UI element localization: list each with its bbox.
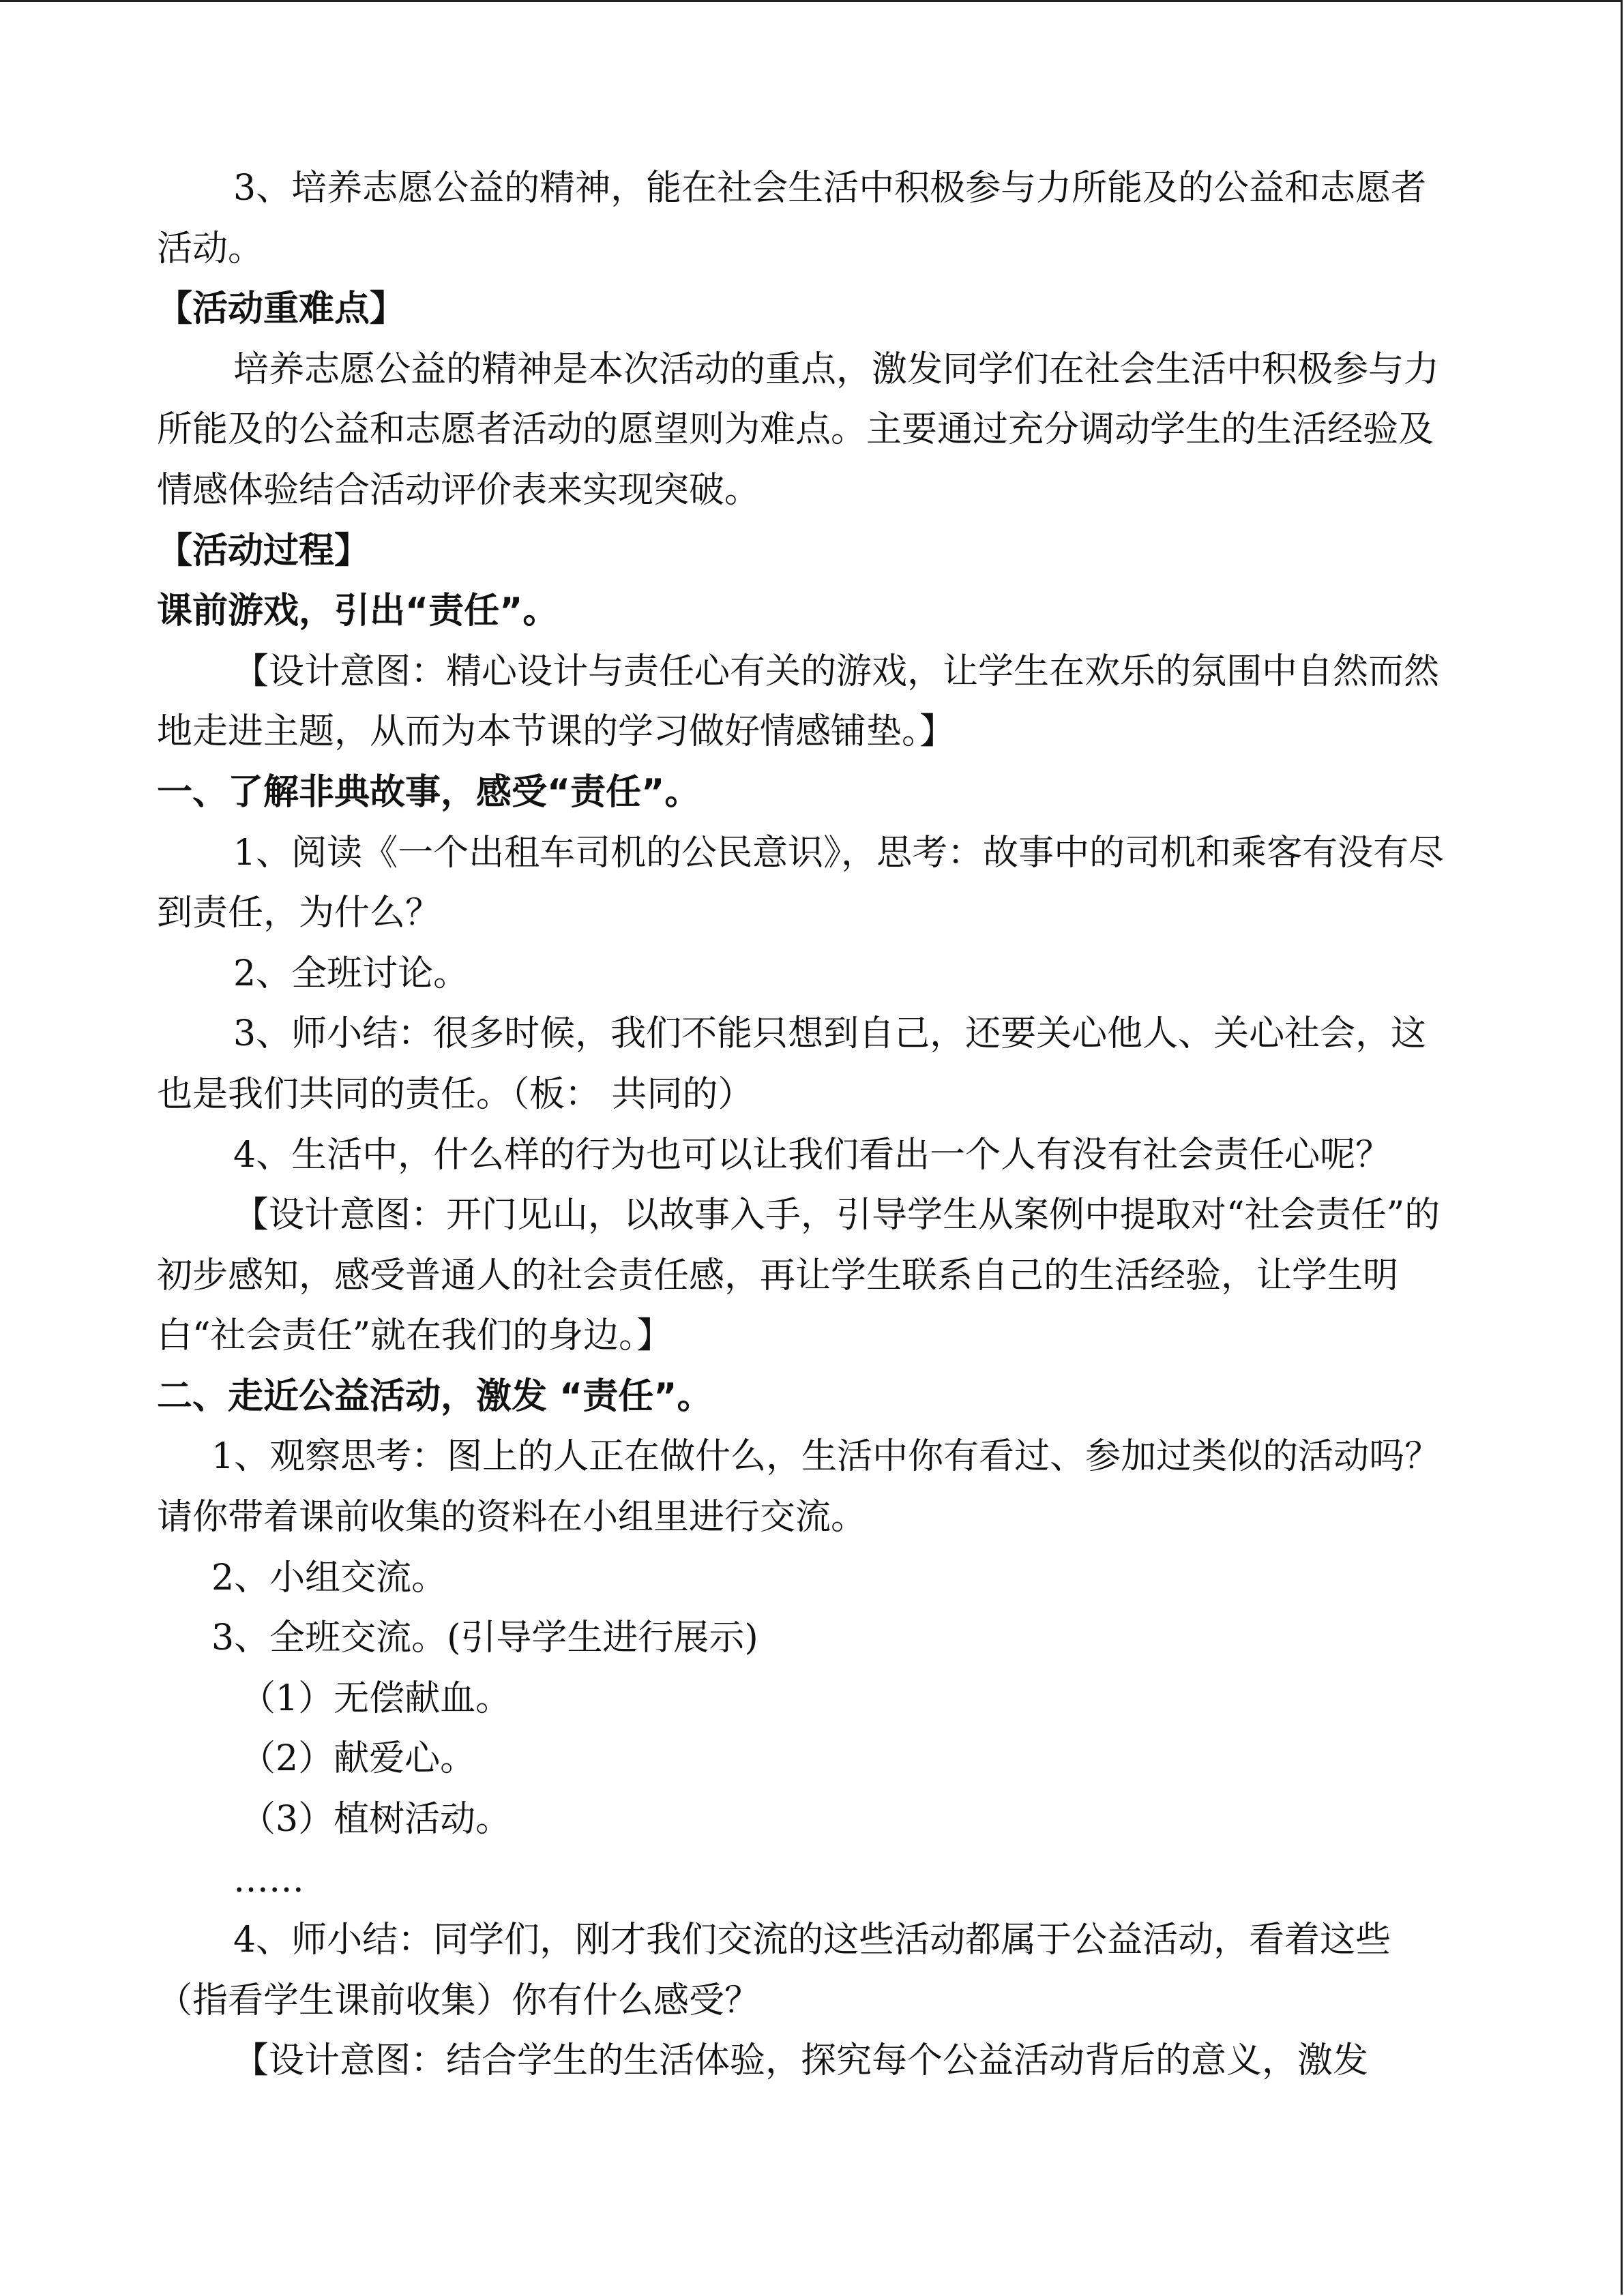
paragraph-key-points: 培养志愿公益的精神是本次活动的重点，激发同学们在社会生活中积极参与力所能及的公益和志愿者活动的愿望则为难点。主要通过充分调动学生的生活经验及情感体验结合活动评价表来实现突破。 bbox=[157, 348, 1440, 511]
heading-section-one: 一、了解非典故事，感受“责任”。 bbox=[157, 771, 700, 813]
paragraph-step-1-3: 3、师小结：很多时候，我们不能只想到自己，还要关心他人、关心社会，这也是我们共同的责任。（板： 共同的） bbox=[157, 1013, 1427, 1115]
ellipsis: …… bbox=[233, 1859, 304, 1900]
list-item: （2）献爱心。 bbox=[240, 1738, 476, 1780]
heading-section-two: 二、走近公益活动，激发 “责任”。 bbox=[157, 1375, 713, 1417]
paragraph-step-1-1: 1、阅读《一个出租车司机的公民意识》，思考：故事中的司机和乘客有没有尽到责任，为什么？ bbox=[157, 832, 1445, 934]
list-item: （3）植树活动。 bbox=[240, 1799, 512, 1840]
paragraph-step-1-2: 2、全班讨论。 bbox=[233, 953, 469, 994]
paragraph-design-intent-2: 【设计意图：开门见山，以故事入手，引导学生从案例中提取对“社会责任”的初步感知，感受普通人的社会责任感，再让学生联系自己的生活经验，让学生明白“社会责任”就在我们的身边。】 bbox=[157, 1195, 1441, 1357]
paragraph-step-2-3: 3、全班交流。(引导学生进行展示) bbox=[211, 1617, 758, 1659]
heading-pre-class-game: 课前游戏，引出“责任”。 bbox=[157, 591, 559, 632]
paragraph-design-intent-3: 【设计意图：结合学生的生活体验，探究每个公益活动背后的意义，激发 bbox=[233, 2040, 1369, 2082]
document-body bbox=[157, 158, 1460, 2091]
paragraph-step-2-4: 4、师小结：同学们，刚才我们交流的这些活动都属于公益活动，看着这些（指看学生课前收集）你有什么感受？ bbox=[157, 1920, 1391, 2021]
paragraph-step-2-2: 2、小组交流。 bbox=[211, 1557, 447, 1598]
list-item: （1）无偿献血。 bbox=[240, 1678, 512, 1719]
paragraph-design-intent-1: 【设计意图：精心设计与责任心有关的游戏，让学生在欢乐的氛围中自然而然地走进主题，从而为本节课的学习做好情感铺垫。】 bbox=[157, 651, 1440, 753]
heading-process: 【活动过程】 bbox=[157, 530, 370, 571]
heading-key-points: 【活动重难点】 bbox=[157, 288, 406, 330]
paragraph-objective-3: 3、培养志愿公益的精神，能在社会生活中积极参与力所能及的公益和志愿者活动。 bbox=[157, 168, 1427, 269]
paragraph-step-1-4: 4、生活中，什么样的行为也可以让我们看出一个人有没有社会责任心呢？ bbox=[233, 1134, 1391, 1176]
paragraph-step-2-1: 1、观察思考：图上的人正在做什么，生活中你有看过、参加过类似的活动吗？请你带着课前收集的资料在小组里进行交流。 bbox=[157, 1436, 1441, 1538]
